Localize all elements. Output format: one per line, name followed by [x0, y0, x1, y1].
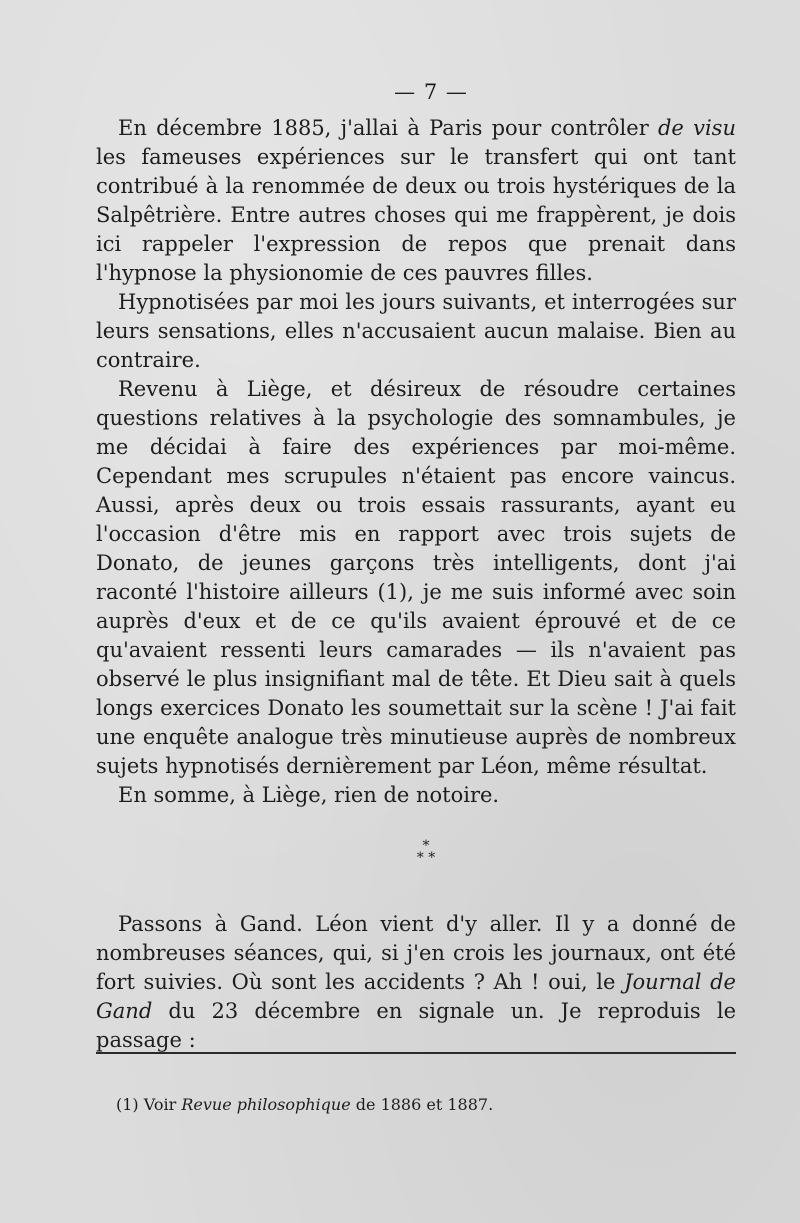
footnote-text-before: Voir	[138, 1095, 182, 1114]
footnote-italic: Revue philosophique	[181, 1095, 351, 1114]
footnote-rule	[96, 1052, 736, 1054]
paragraph-1-text-before: En décembre 1885, j'allai à Paris pour contrôler	[118, 116, 658, 140]
paragraph-5	[96, 910, 736, 1055]
paragraph-5-text-before: Passons à Gand. Léon vient d'y aller. Il y a donné de nombreuses séances, qui, si j'en crois les journaux, ont été fort suivies. Où sont les accidents ? Ah ! oui, le	[96, 912, 736, 994]
paragraph-3: Revenu à Liège, et désireux de résoudre certaines questions relatives à la psychologie des somnambules, je me décidai à faire des expériences par moi-même. Cependant mes scrupules n'étaient pas encore vaincus. Aussi, après deux ou trois essais rassurants, ayant eu l'occasion d'être mis en rapport avec trois sujets de Donato, de jeunes garçons très intelligents, dont j'ai raconté l'histoire ailleurs (1), je me suis informé avec soin auprès d'eux et de ce qu'ils avaient éprouvé et de ce qu'avaient ressenti leurs camarades — ils n'avaient pas observé le plus insignifiant mal de tête. Et Dieu sait à quels longs exercices Donato les soumettait sur la scène ! J'ai fait une enquête analogue très minutieuse auprès de nombreux sujets hypnotisés dernièrement par Léon, même résultat.	[96, 377, 736, 778]
book-page	[96, 80, 736, 1055]
paragraph-5-text-after: du 23 décembre en signale un. Je reproduis le passage :	[96, 999, 736, 1052]
footnote-text-after: de 1886 et 1887.	[350, 1095, 494, 1114]
page-number: — 7 —	[394, 80, 468, 104]
section-asterism	[96, 840, 736, 864]
footnote	[116, 1094, 736, 1116]
paragraph-1	[96, 114, 736, 288]
paragraph-1-text-after: les fameuses expériences sur le transfert qui ont tant contribué à la renommée de deux ou trois hystériques de la Salpêtrière. Entre autres choses qui me frappèrent, je dois ici rappeler l'expression de repos que prenait dans l'hypnose la physionomie de ces pauvres filles.	[96, 145, 736, 285]
footnote-marker: (1)	[116, 1095, 139, 1114]
paragraph-4: En somme, à Liège, rien de notoire.	[118, 783, 500, 807]
body-text	[96, 114, 736, 1055]
asterism-bottom: * *	[416, 850, 436, 866]
paragraph-5-italic: Journal de Gand	[96, 970, 736, 1023]
paragraph-2: Hypnotisées par moi les jours suivants, et interrogées sur leurs sensations, elles n'accusaient aucun malaise. Bien au contraire.	[96, 290, 736, 372]
paragraph-1-italic: de visu	[657, 116, 736, 140]
asterism-top: *	[422, 838, 430, 854]
